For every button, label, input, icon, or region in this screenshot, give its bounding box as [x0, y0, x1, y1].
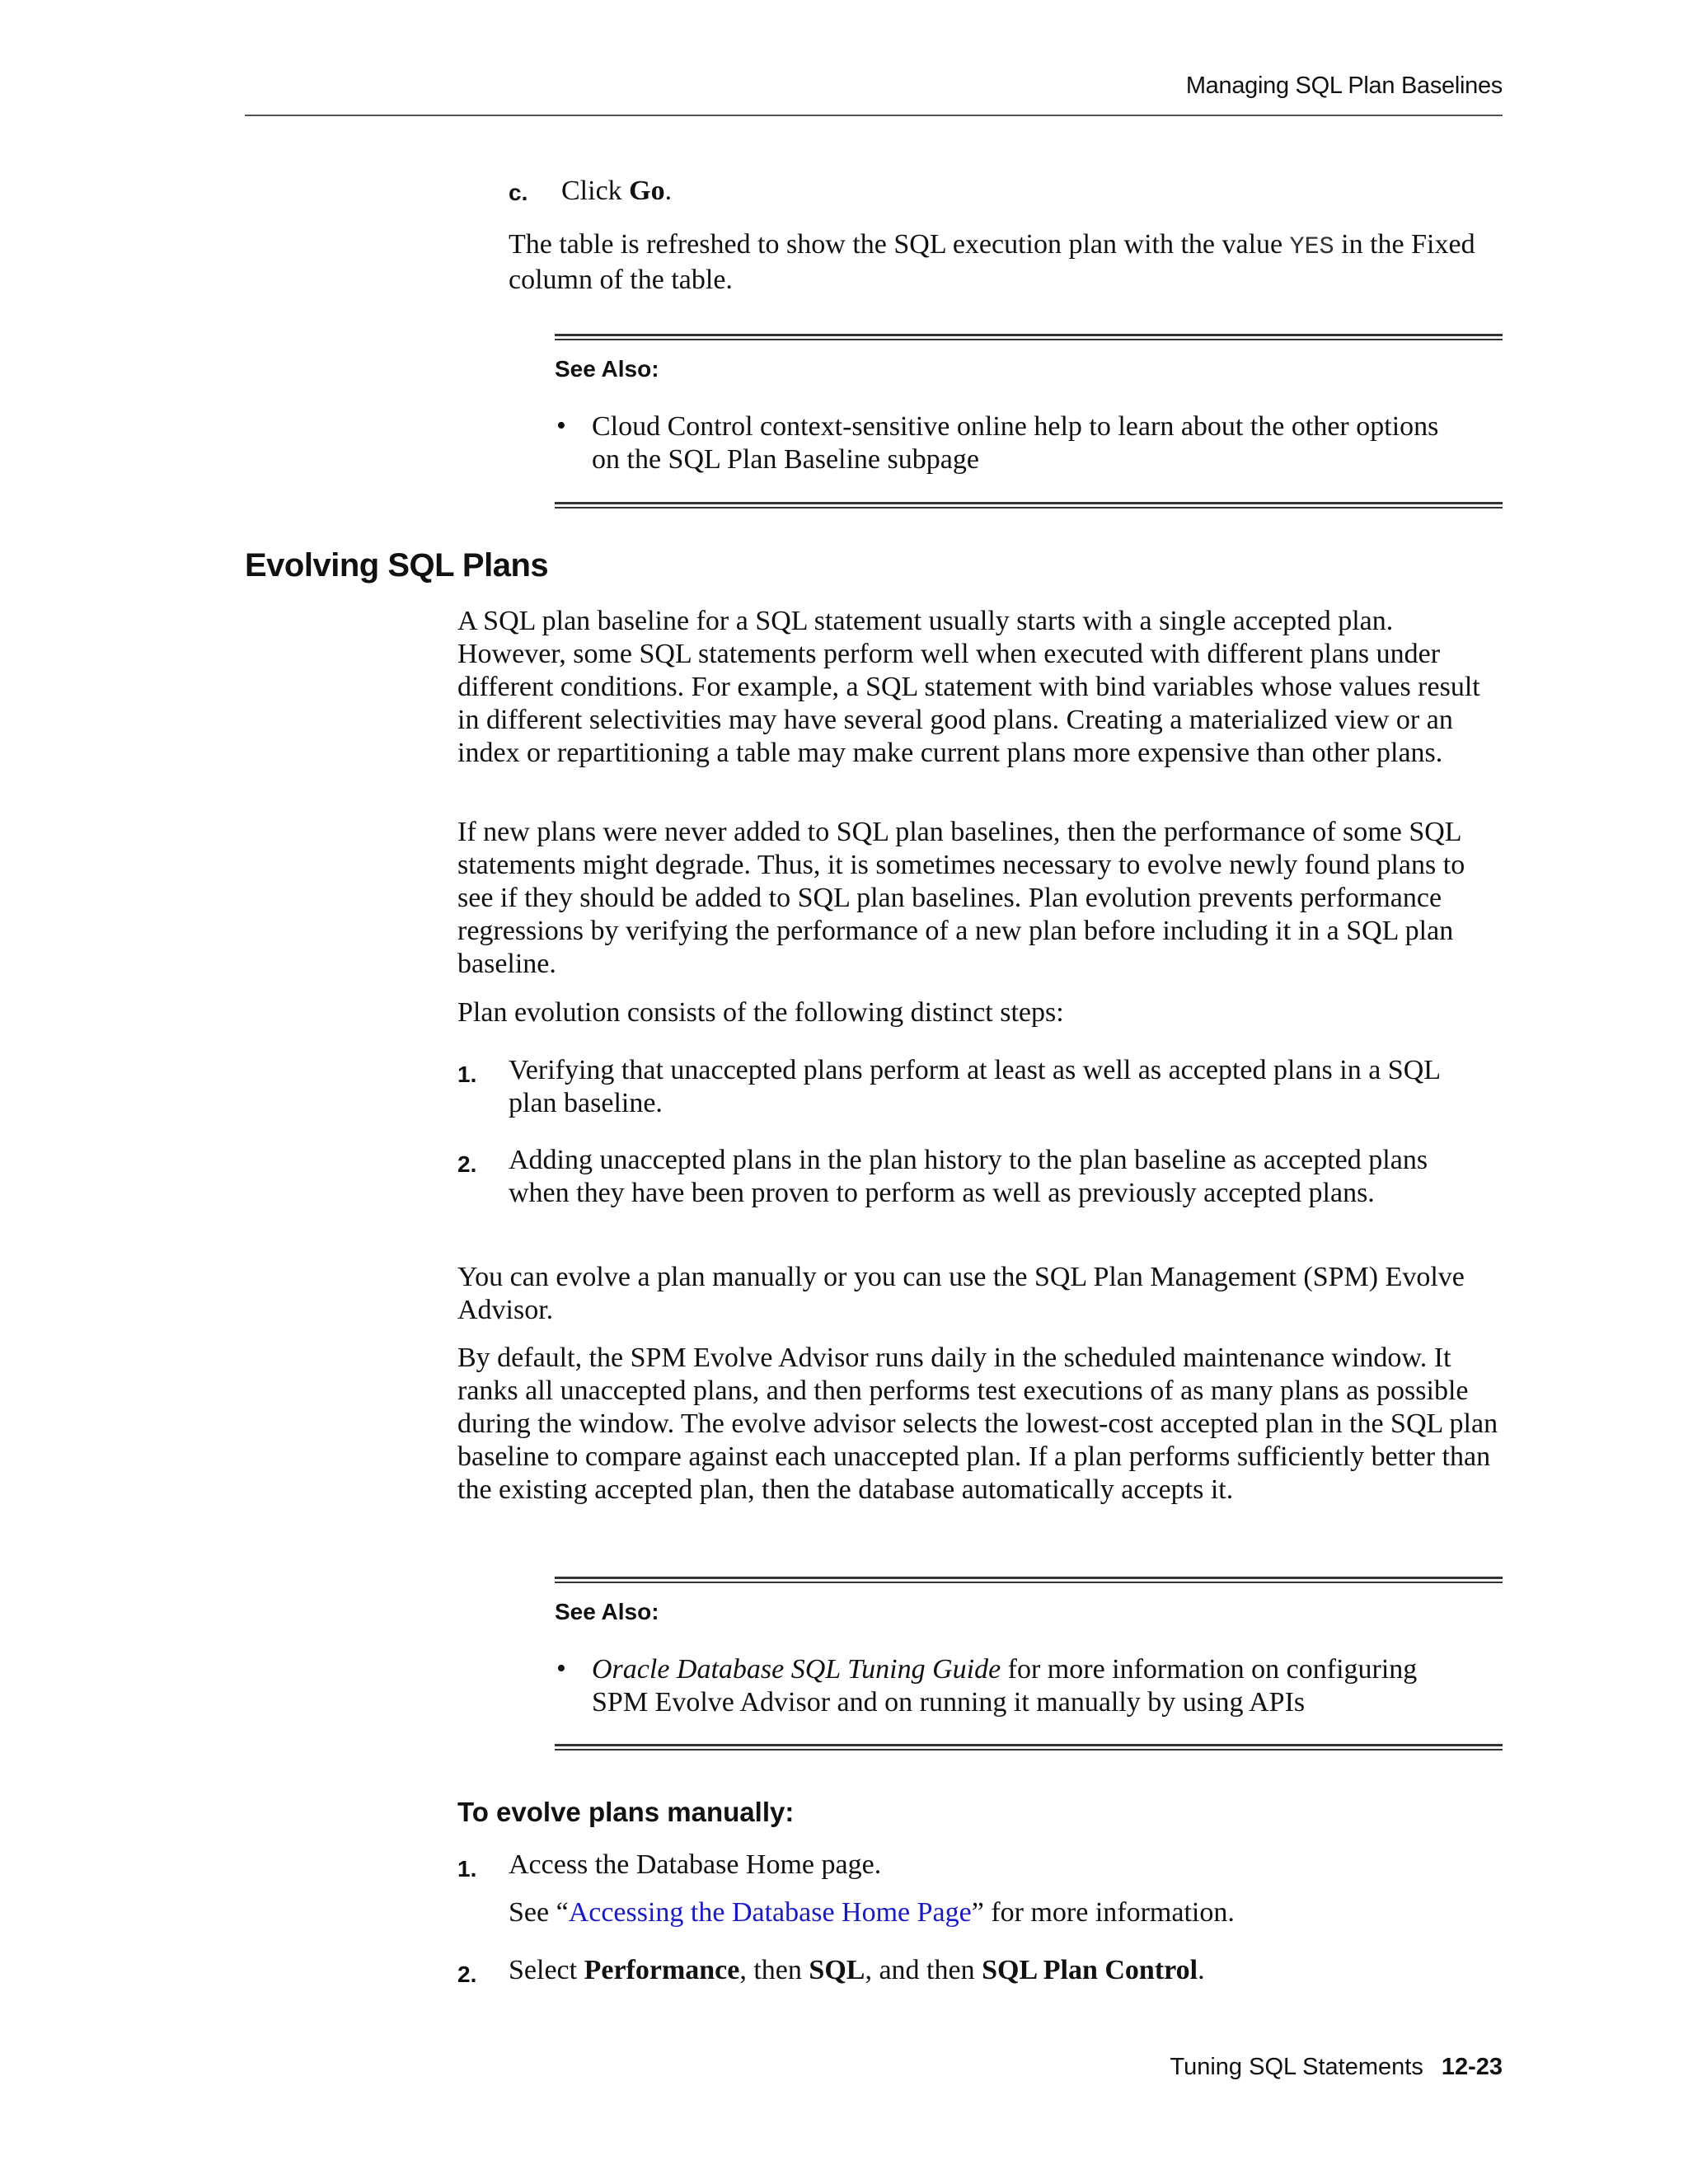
see-also-title: See Also: [555, 1599, 659, 1624]
list-item: Adding unaccepted plans in the plan history to the plan baseline as accepted plans when they have been proven to perform as well as previously accepted plans. [509, 1145, 1428, 1208]
cross-reference: See “Accessing the Database Home Page” for more information. [509, 1897, 1235, 1928]
bullet-icon: • [556, 1653, 566, 1684]
step-c-result: The table is refreshed to show the SQL execution plan with the value YES in the Fixed column of the table. [509, 229, 1475, 295]
see-also-top-rule [555, 334, 1503, 340]
book-title: Oracle Database SQL Tuning Guide [592, 1654, 1001, 1685]
header-rule [245, 115, 1503, 116]
go-button-ref: Go [629, 176, 665, 206]
bullet-icon: • [556, 410, 566, 441]
page-footer [245, 2054, 1503, 2081]
see-also-bottom-rule [555, 1744, 1503, 1750]
paragraph: By default, the SPM Evolve Advisor runs daily in the scheduled maintenance window. It ranks all unaccepted plans, and then performs test executions of as many plans as possible during the window. The evolve advisor selects the lowest-cost accepted plan in the SQL plan baseline to compare against each unaccepted plan. If a plan performs sufficiently better than the existing accepted plan, then the database automatically accepts it. [457, 1343, 1498, 1505]
see-also-title: See Also: [555, 356, 659, 382]
step-c-label: c. [509, 180, 528, 205]
paragraph: You can evolve a plan manually or you can use the SQL Plan Management (SPM) Evolve Advisor. [457, 1262, 1465, 1325]
see-also-top-rule [555, 1577, 1503, 1583]
list-item: Access the Database Home page. [509, 1849, 882, 1880]
see-also-bottom-rule [555, 502, 1503, 509]
list-number: 2. [457, 1961, 477, 1987]
step-c-text: Click Go. [561, 176, 673, 206]
see-also-item: Cloud Control context-sensitive online help to learn about the other options on the SQL Plan Baseline subpage [592, 411, 1439, 475]
list-item: Select Performance, then SQL, and then SQL Plan Control. [509, 1955, 1205, 1985]
code-yes: YES [1289, 233, 1334, 261]
list-item: Verifying that unaccepted plans perform at least as well as accepted plans in a SQL plan baseline. [509, 1055, 1440, 1118]
list-number: 2. [457, 1151, 477, 1177]
running-header: Managing SQL Plan Baselines [1185, 73, 1503, 99]
page-number: 12-23 [1441, 2054, 1503, 2080]
paragraph: If new plans were never added to SQL plan baselines, then the performance of some SQL statements might degrade. Thus, it is sometimes necessary to evolve newly found plans to see if they should be added to SQL plan baselines. Plan evolution prevents performance regressions by verifying the performance of a new plan before including it in a SQL plan baseline. [457, 817, 1465, 979]
list-number: 1. [457, 1062, 477, 1087]
section-heading: Evolving SQL Plans [245, 547, 549, 583]
paragraph: A SQL plan baseline for a SQL statement usually starts with a single accepted plan. However, some SQL statements perform well when executed with different plans under different conditions. For example, a SQL statement with bind variables whose values result in different selectivities may have several good plans. Creating a materialized view or an index or repartitioning a table may make current plans more expensive than other plans. [457, 606, 1480, 768]
accessing-database-home-page-link[interactable]: Accessing the Database Home Page [568, 1897, 972, 1928]
list-number: 1. [457, 1856, 477, 1882]
see-also-item: Oracle Database SQL Tuning Guide for more information on configuring SPM Evolve Advisor and on running it manually by using APIs [592, 1654, 1418, 1718]
chapter-title: Tuning SQL Statements [1170, 2054, 1423, 2080]
procedure-heading: To evolve plans manually: [457, 1797, 795, 1827]
paragraph: Plan evolution consists of the following distinct steps: [457, 997, 1064, 1028]
